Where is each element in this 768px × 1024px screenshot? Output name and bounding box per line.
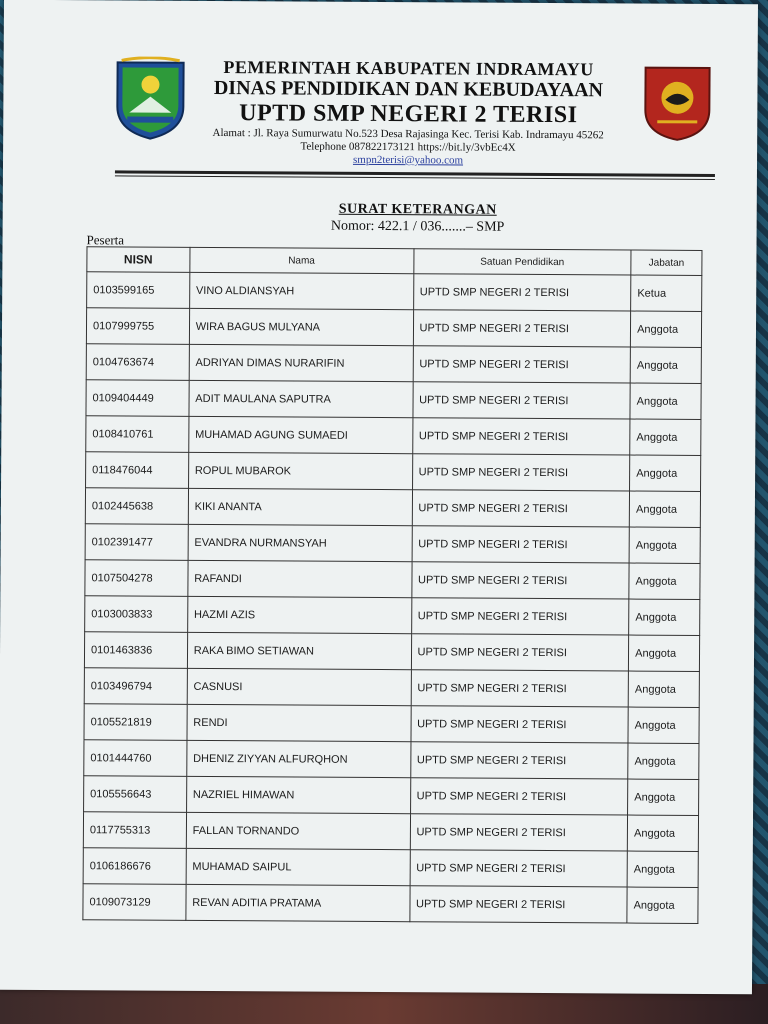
cell-jabatan: Anggota bbox=[629, 635, 700, 671]
cell-nisn: 0101444760 bbox=[84, 740, 187, 777]
cell-satuan: UPTD SMP NEGERI 2 TERISI bbox=[411, 634, 629, 671]
cell-nama: KIKI ANANTA bbox=[188, 488, 412, 525]
cell-satuan: UPTD SMP NEGERI 2 TERISI bbox=[413, 274, 631, 311]
cell-nama: ROPUL MUBAROK bbox=[188, 452, 412, 489]
table-row bbox=[84, 704, 699, 744]
cell-jabatan: Anggota bbox=[630, 347, 701, 383]
cell-nisn: 0109404449 bbox=[86, 380, 189, 417]
cell-nama: MUHAMAD AGUNG SUMAEDI bbox=[188, 416, 412, 453]
header-jabatan: Jabatan bbox=[631, 250, 702, 275]
cell-nisn: 0107504278 bbox=[85, 560, 188, 597]
participants-table bbox=[82, 246, 702, 924]
letterhead-address: Alamat : Jl. Raya Sumurwatu No.523 Desa Rajasinga Kec. Terisi Kab. Indramayu 45262 bbox=[212, 126, 604, 142]
cell-jabatan: Ketua bbox=[631, 275, 702, 311]
cell-nisn: 0102391477 bbox=[85, 524, 188, 561]
cell-jabatan: Anggota bbox=[627, 887, 698, 923]
cell-nama: REVAN ADITIA PRATAMA bbox=[186, 884, 410, 921]
cell-satuan: UPTD SMP NEGERI 2 TERISI bbox=[412, 418, 630, 455]
table-row bbox=[85, 524, 700, 564]
table-row bbox=[83, 848, 698, 888]
cell-nama: HAZMI AZIS bbox=[187, 596, 411, 633]
letterhead-school: UPTD SMP NEGERI 2 TERISI bbox=[239, 100, 578, 129]
cell-jabatan: Anggota bbox=[629, 599, 700, 635]
cell-satuan: UPTD SMP NEGERI 2 TERISI bbox=[412, 490, 630, 527]
section-label: Peserta bbox=[86, 232, 125, 248]
cell-nama: RAKA BIMO SETIAWAN bbox=[187, 632, 411, 669]
cell-nama: DHENIZ ZIYYAN ALFURQHON bbox=[187, 740, 411, 777]
cell-nisn: 0106186676 bbox=[83, 848, 186, 885]
cell-nama: ADRIYAN DIMAS NURARIFIN bbox=[189, 344, 413, 381]
cell-nisn: 0101463836 bbox=[84, 632, 187, 669]
table-row bbox=[85, 560, 700, 600]
letterhead-email: smpn2terisi@yahoo.com bbox=[352, 153, 464, 167]
cell-nama: CASNUSI bbox=[187, 668, 411, 705]
cell-nama: ADIT MAULANA SAPUTRA bbox=[189, 380, 413, 417]
letterhead bbox=[173, 57, 644, 169]
table-row bbox=[84, 776, 699, 816]
table-row bbox=[85, 488, 700, 528]
cell-nama: VINO ALDIANSYAH bbox=[189, 272, 413, 309]
document-number: Nomor: 422.1 / 036.......– SMP bbox=[330, 218, 505, 235]
table-row bbox=[84, 668, 699, 708]
letterhead-department: DINAS PENDIDIKAN DAN KEBUDAYAAN bbox=[213, 76, 604, 102]
cell-nama: FALLAN TORNANDO bbox=[186, 812, 410, 849]
cell-satuan: UPTD SMP NEGERI 2 TERISI bbox=[411, 562, 629, 599]
cell-nisn: 0105556643 bbox=[84, 776, 187, 813]
table-row bbox=[85, 596, 700, 636]
cell-nisn: 0103496794 bbox=[84, 668, 187, 705]
cell-nama: NAZRIEL HIMAWAN bbox=[186, 776, 410, 813]
cell-satuan: UPTD SMP NEGERI 2 TERISI bbox=[410, 850, 628, 887]
table-row bbox=[87, 272, 702, 312]
cell-jabatan: Anggota bbox=[628, 707, 699, 743]
cell-nisn: 0108410761 bbox=[86, 416, 189, 453]
cell-nama: WIRA BAGUS MULYANA bbox=[189, 308, 413, 345]
cell-satuan: UPTD SMP NEGERI 2 TERISI bbox=[413, 310, 631, 347]
cell-satuan: UPTD SMP NEGERI 2 TERISI bbox=[411, 706, 629, 743]
letterhead-government: PEMERINTAH KABUPATEN INDRAMAYU bbox=[223, 57, 594, 80]
cell-jabatan: Anggota bbox=[628, 671, 699, 707]
cell-jabatan: Anggota bbox=[628, 743, 699, 779]
table-row bbox=[86, 344, 701, 384]
cell-nisn: 0103599165 bbox=[87, 272, 190, 309]
cell-satuan: UPTD SMP NEGERI 2 TERISI bbox=[413, 382, 631, 419]
table-row bbox=[86, 308, 701, 348]
cell-satuan: UPTD SMP NEGERI 2 TERISI bbox=[413, 346, 631, 383]
cell-satuan: UPTD SMP NEGERI 2 TERISI bbox=[410, 814, 628, 851]
table-row bbox=[86, 416, 701, 456]
cell-nisn: 0107999755 bbox=[86, 308, 189, 345]
letterhead-telephone: Telephone 087822173121 https://bit.ly/3vbEc4X bbox=[300, 140, 516, 154]
cell-nama: RAFANDI bbox=[188, 560, 412, 597]
cell-satuan: UPTD SMP NEGERI 2 TERISI bbox=[409, 886, 627, 923]
cell-jabatan: Anggota bbox=[629, 563, 700, 599]
school-emblem-icon bbox=[641, 64, 713, 142]
cell-satuan: UPTD SMP NEGERI 2 TERISI bbox=[412, 454, 630, 491]
cell-jabatan: Anggota bbox=[631, 311, 702, 347]
cell-jabatan: Anggota bbox=[630, 383, 701, 419]
table-header-row bbox=[87, 247, 702, 276]
cell-satuan: UPTD SMP NEGERI 2 TERISI bbox=[410, 742, 628, 779]
cell-satuan: UPTD SMP NEGERI 2 TERISI bbox=[411, 670, 629, 707]
cell-nisn: 0117755313 bbox=[83, 812, 186, 849]
cell-jabatan: Anggota bbox=[629, 491, 700, 527]
cell-jabatan: Anggota bbox=[627, 815, 698, 851]
cell-nisn: 0104763674 bbox=[86, 344, 189, 381]
document-title-block bbox=[233, 201, 603, 236]
cell-jabatan: Anggota bbox=[630, 419, 701, 455]
cell-jabatan: Anggota bbox=[629, 527, 700, 563]
table-row bbox=[84, 740, 699, 780]
cell-jabatan: Anggota bbox=[628, 779, 699, 815]
cell-satuan: UPTD SMP NEGERI 2 TERISI bbox=[412, 526, 630, 563]
cell-satuan: UPTD SMP NEGERI 2 TERISI bbox=[410, 778, 628, 815]
table-row bbox=[83, 812, 698, 852]
cell-jabatan: Anggota bbox=[630, 455, 701, 491]
cell-jabatan: Anggota bbox=[627, 851, 698, 887]
cell-nama: RENDI bbox=[187, 704, 411, 741]
cell-nisn: 0103003833 bbox=[85, 596, 188, 633]
cell-nisn: 0102445638 bbox=[85, 488, 188, 525]
document-title: SURAT KETERANGAN bbox=[338, 201, 497, 218]
cell-nisn: 0118476044 bbox=[86, 452, 189, 489]
table-row bbox=[83, 884, 698, 924]
header-nisn: NISN bbox=[87, 247, 190, 273]
table-row bbox=[86, 380, 701, 420]
cell-nisn: 0105521819 bbox=[84, 704, 187, 741]
cell-nisn: 0109073129 bbox=[83, 884, 186, 921]
cell-satuan: UPTD SMP NEGERI 2 TERISI bbox=[411, 598, 629, 635]
header-satuan: Satuan Pendidikan bbox=[413, 249, 631, 275]
table-row bbox=[84, 632, 699, 672]
table-row bbox=[86, 452, 701, 492]
cell-nama: EVANDRA NURMANSYAH bbox=[188, 524, 412, 561]
header-nama: Nama bbox=[190, 247, 414, 273]
cell-nama: MUHAMAD SAIPUL bbox=[186, 848, 410, 885]
